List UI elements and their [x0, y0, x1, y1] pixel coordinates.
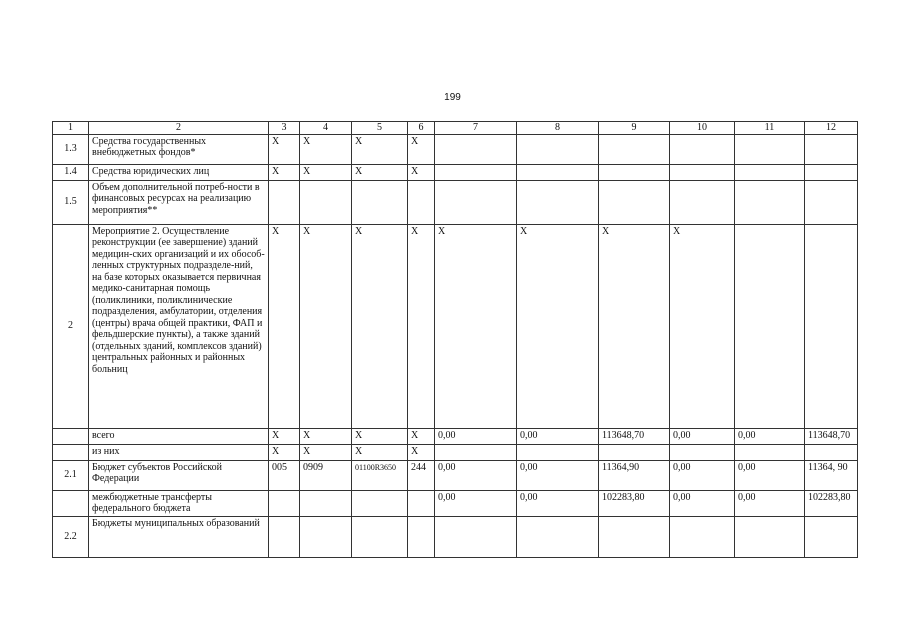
row-description: Средства государственных внебюджетных фондов* [89, 134, 269, 164]
cell [599, 444, 670, 460]
cell [599, 164, 670, 180]
cell: 01100R3650 [352, 460, 408, 490]
cell: 244 [408, 460, 435, 490]
cell [435, 444, 517, 460]
cell [670, 444, 735, 460]
cell [300, 490, 352, 516]
header-cell: 6 [408, 122, 435, 135]
cell: 0,00 [670, 490, 735, 516]
cell [805, 224, 858, 428]
row-number: 2.2 [53, 516, 89, 557]
financing-table [52, 121, 858, 558]
row-number: 1.5 [53, 180, 89, 224]
cell [670, 180, 735, 224]
cell [599, 516, 670, 557]
cell [735, 164, 805, 180]
header-cell: 1 [53, 122, 89, 135]
cell [517, 164, 599, 180]
cell: Х [269, 428, 300, 444]
cell [670, 164, 735, 180]
row-description: Средства юридических лиц [89, 164, 269, 180]
cell [670, 134, 735, 164]
cell: Х [408, 428, 435, 444]
cell [517, 180, 599, 224]
cell [670, 516, 735, 557]
cell [735, 180, 805, 224]
cell [517, 516, 599, 557]
cell [300, 180, 352, 224]
header-row [53, 122, 858, 135]
cell: Х [408, 164, 435, 180]
cell: Х [300, 444, 352, 460]
cell: 0,00 [517, 490, 599, 516]
table-row [53, 490, 858, 516]
cell: Х [300, 224, 352, 428]
cell: 102283,80 [599, 490, 670, 516]
cell [269, 490, 300, 516]
cell: Х [517, 224, 599, 428]
cell [269, 516, 300, 557]
row-number [53, 490, 89, 516]
cell [269, 180, 300, 224]
cell [735, 516, 805, 557]
cell: Х [300, 164, 352, 180]
cell: 0909 [300, 460, 352, 490]
row-description: из них [89, 444, 269, 460]
cell [805, 516, 858, 557]
cell: Х [408, 134, 435, 164]
cell: 0,00 [735, 490, 805, 516]
cell: Х [599, 224, 670, 428]
row-description: Мероприятие 2. Осуществление реконструкции (ее завершение) зданий медицин-ских организаций и их обособ-ленных структурных подразделе-ний, на базе которых оказывается первичная медико-санитарная помощь (поликлиники, поликлинические подразделения, амбулатории, отделения (центры) врача общей практики, ФАП и фельдшерские пункты), а также зданий (отдельных зданий, комплексов зданий) центральных районных и районных больниц [89, 224, 269, 428]
row-number: 1.4 [53, 164, 89, 180]
cell: Х [435, 224, 517, 428]
row-number: 2 [53, 224, 89, 428]
cell: Х [352, 134, 408, 164]
header-cell: 5 [352, 122, 408, 135]
cell [599, 134, 670, 164]
cell [408, 516, 435, 557]
cell: Х [408, 224, 435, 428]
cell: 113648,70 [599, 428, 670, 444]
table-row [53, 444, 858, 460]
cell: 005 [269, 460, 300, 490]
table-row [53, 134, 858, 164]
row-description: Бюджет субъектов Российской Федерации [89, 460, 269, 490]
row-description: межбюджетные трансферты федерального бюджета [89, 490, 269, 516]
cell [805, 164, 858, 180]
cell: Х [269, 224, 300, 428]
cell: 11364,90 [599, 460, 670, 490]
cell: Х [269, 134, 300, 164]
cell [735, 134, 805, 164]
table-row [53, 224, 858, 428]
cell [805, 444, 858, 460]
cell [408, 180, 435, 224]
table-row [53, 516, 858, 557]
header-cell: 7 [435, 122, 517, 135]
cell [517, 444, 599, 460]
row-number: 1.3 [53, 134, 89, 164]
table-row [53, 164, 858, 180]
cell: 0,00 [435, 428, 517, 444]
cell: Х [269, 164, 300, 180]
row-number: 2.1 [53, 460, 89, 490]
header-cell: 10 [670, 122, 735, 135]
cell: 113648,70 [805, 428, 858, 444]
cell [435, 180, 517, 224]
cell [735, 444, 805, 460]
row-description: всего [89, 428, 269, 444]
cell: 0,00 [670, 428, 735, 444]
cell [352, 180, 408, 224]
cell [805, 134, 858, 164]
header-cell: 11 [735, 122, 805, 135]
cell [300, 516, 352, 557]
cell [517, 134, 599, 164]
row-number [53, 428, 89, 444]
cell [805, 180, 858, 224]
cell: Х [352, 224, 408, 428]
cell: 0,00 [517, 428, 599, 444]
cell: Х [352, 164, 408, 180]
cell [735, 224, 805, 428]
cell: Х [408, 444, 435, 460]
table-row [53, 460, 858, 490]
header-cell: 2 [89, 122, 269, 135]
cell: 0,00 [517, 460, 599, 490]
cell: Х [352, 444, 408, 460]
header-cell: 12 [805, 122, 858, 135]
cell: Х [352, 428, 408, 444]
table-row [53, 428, 858, 444]
cell: 102283,80 [805, 490, 858, 516]
cell: 0,00 [435, 490, 517, 516]
header-cell: 8 [517, 122, 599, 135]
cell [435, 516, 517, 557]
cell [352, 490, 408, 516]
header-cell: 4 [300, 122, 352, 135]
header-cell: 9 [599, 122, 670, 135]
cell: Х [670, 224, 735, 428]
cell: 11364, 90 [805, 460, 858, 490]
cell: 0,00 [735, 460, 805, 490]
cell: 0,00 [435, 460, 517, 490]
row-number [53, 444, 89, 460]
cell [408, 490, 435, 516]
cell [599, 180, 670, 224]
cell: 0,00 [735, 428, 805, 444]
cell [352, 516, 408, 557]
cell [435, 164, 517, 180]
page-number: 199 [444, 92, 461, 103]
cell: Х [300, 428, 352, 444]
header-cell: 3 [269, 122, 300, 135]
row-description: Объем дополнительной потреб-ности в финансовых ресурсах на реализацию мероприятия** [89, 180, 269, 224]
cell: Х [269, 444, 300, 460]
row-description: Бюджеты муниципальных образований [89, 516, 269, 557]
cell: Х [300, 134, 352, 164]
table-row [53, 180, 858, 224]
cell: 0,00 [670, 460, 735, 490]
cell [435, 134, 517, 164]
